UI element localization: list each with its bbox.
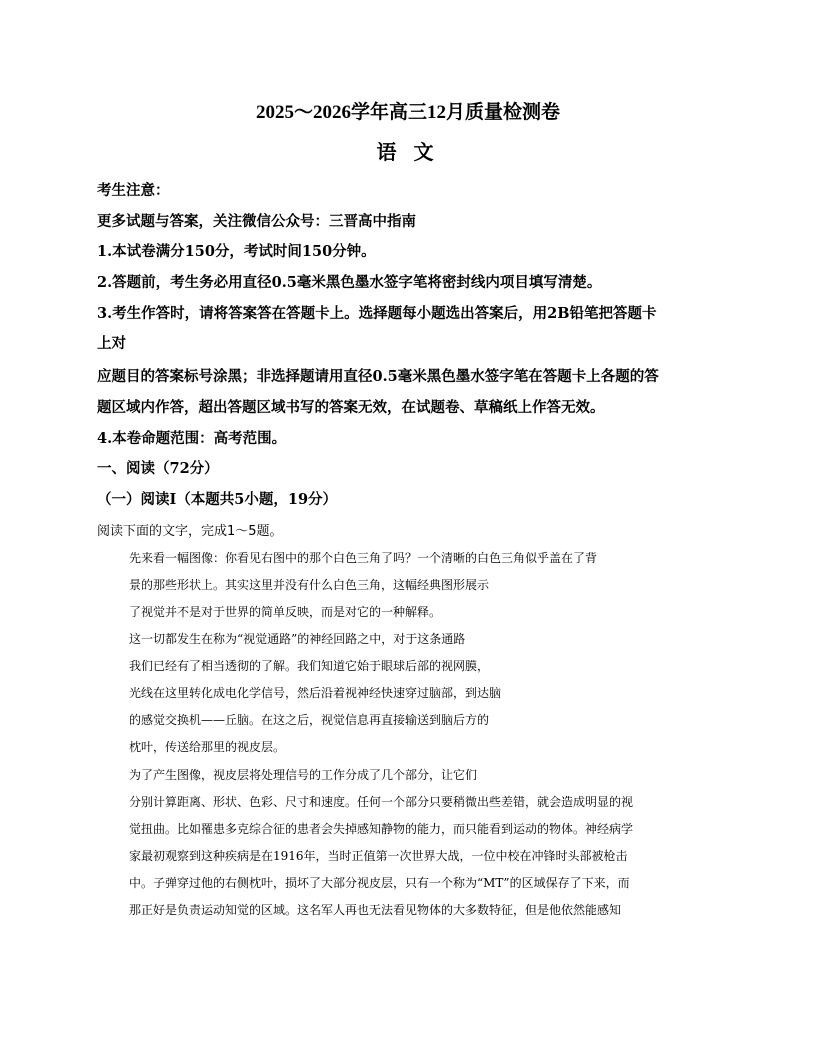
notice-line: 2.答题前，考生务必用直径0.5毫米黑色墨水签字笔将密封线内项目填写清楚。 [97, 274, 602, 291]
notice-line: 应题目的答案标号涂黑；非选择题请用直径0.5毫米黑色墨水签字笔在答题卡上各题的答 [97, 368, 659, 385]
passage-line: 觉扭曲。比如罹患多克综合征的患者会失掉感知静物的能力，而只能看到运动的物体。神经病学 [129, 822, 634, 836]
passage-line: 我们已经有了相当透彻的了解。我们知道它始于眼球后部的视网膜， [129, 659, 490, 673]
notice-heading: 考生注意： [97, 182, 170, 199]
notice-line: 题区域内作答，超出答题区域书写的答案无效，在试题卷、草稿纸上作答无效。 [97, 399, 605, 416]
section-subtitle: （一）阅读Ⅰ（本题共5小题，19分） [97, 491, 338, 508]
notice-line: 4.本卷命题范围：高考范围。 [97, 430, 287, 447]
passage-line: 光线在这里转化成电化学信号，然后沿着视神经快速穿过脑部，到达脑 [129, 686, 502, 700]
passage-line: 为了产生图像，视皮层将处理信号的工作分成了几个部分，让它们 [129, 768, 478, 782]
passage-line: 先来看一幅图像：你看见右图中的那个白色三角了吗？一个清晰的白色三角似乎盖在了背 [129, 551, 598, 565]
passage-line: 了视觉并不是对于世界的简单反映，而是对它的一种解释。 [129, 605, 442, 619]
exam-title: 2025～2026学年高三12月质量检测卷 [255, 102, 560, 123]
passage-line: 的感觉交换机——丘脑。在这之后，视觉信息再直接输送到脑后方的 [129, 713, 490, 727]
passage-line: 这一切都发生在称为“视觉通路”的神经回路之中，对于这条通路 [129, 632, 466, 646]
passage-line: 枕叶，传送给那里的视皮层。 [129, 740, 286, 754]
notice-line: 3.考生作答时，请将答案答在答题卡上。选择题每小题选出答案后，用2B铅笔把答题卡 [97, 305, 657, 322]
reading-instruction: 阅读下面的文字，完成1～5题。 [97, 524, 283, 539]
passage-line: 分别计算距离、形状、色彩、尺寸和速度。任何一个部分只要稍微出些差错，就会造成明显的视 [129, 795, 634, 809]
passage-line: 那正好是负责运动知觉的区域。这名军人再也无法看见物体的大多数特征，但是他依然能感知 [129, 903, 622, 917]
section-title: 一、阅读（72分） [97, 460, 219, 477]
notice-line: 上对 [97, 335, 126, 352]
subject-title: 语 文 [376, 142, 440, 164]
passage-line: 家最初观察到这种疾病是在1916年，当时正值第一次世界大战，一位中校在冲锋时头部被枪击 [129, 849, 628, 863]
passage-line: 中。子弹穿过他的右侧枕叶，损坏了大部分视皮层，只有一个称为“MT”的区域保存了下来，而 [129, 876, 630, 890]
notice-line: 更多试题与答案，关注微信公众号：三晋高中指南 [97, 213, 416, 230]
notice-line: 1.本试卷满分150分，考试时间150分钟。 [97, 243, 376, 260]
passage-line: 景的那些形状上。其实这里并没有什么白色三角，这幅经典图形展示 [129, 578, 490, 592]
